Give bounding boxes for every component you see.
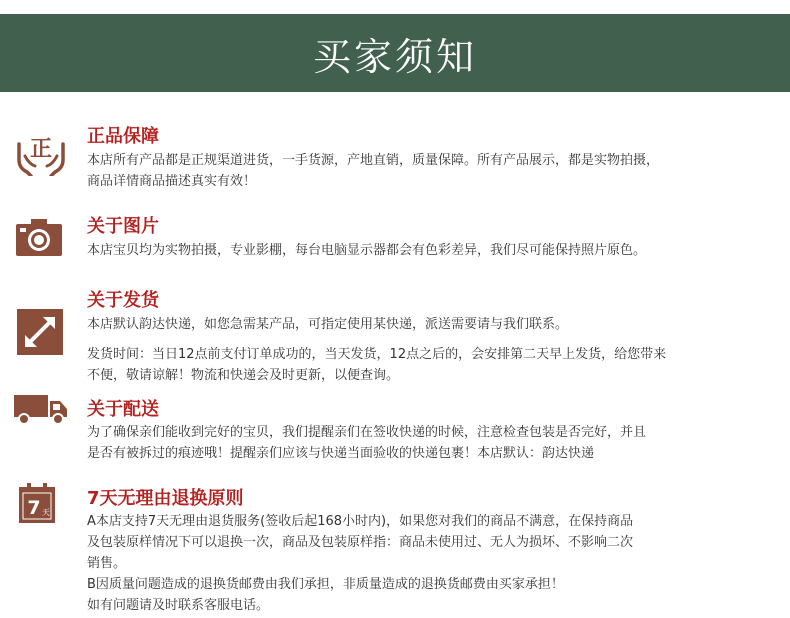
photos-title: 关于图片 xyxy=(87,216,159,237)
shipping-time-line: 发货时间：当日12点前支付订单成功的，当天发货，12点之后的，会安排第二天早上发货，给您带来 xyxy=(87,347,667,362)
returns-line: 及包装原样情况下可以退换一次，商品及包装原样指：商品未使用过、无人为损坏、不影响二次 xyxy=(87,535,634,550)
header-banner xyxy=(0,14,790,92)
section-shipping xyxy=(0,283,790,383)
returns-line: B因质量问题造成的退换货邮费由我们承担，非质量造成的退换货邮费由买家承担！ xyxy=(87,577,564,592)
section-quality xyxy=(0,118,790,198)
page-title: 买家须知 xyxy=(312,34,477,79)
returns-line: A本店支持7天无理由退货服务(签收后起168小时内)，如果您对我们的商品不满意，在保持商品 xyxy=(87,514,634,529)
section-delivery xyxy=(0,393,790,468)
returns-line: 如有问题请及时联系客服电话。 xyxy=(87,598,270,613)
quality-title: 正品保障 xyxy=(87,126,159,147)
shipping-title: 关于发货 xyxy=(87,290,159,311)
day-unit: 天 xyxy=(42,508,50,517)
section-returns xyxy=(0,483,790,613)
day-number: 7 xyxy=(27,497,41,519)
calendar-7-icon xyxy=(19,483,55,523)
shipping-time-line: 不便，敬请谅解！物流和快递会及时更新，以便查询。 xyxy=(87,368,400,383)
quality-text xyxy=(87,150,659,192)
section-photos xyxy=(0,210,790,270)
quality-line: 商品详情商品描述真实有效！ xyxy=(87,174,257,189)
camera-icon xyxy=(15,218,63,258)
delivery-text xyxy=(87,422,646,464)
photos-line: 本店宝贝均为实物拍摄，专业影棚，每台电脑显示器都会有色彩差异，我们尽可能保持照片原色。 xyxy=(87,243,647,258)
double-arrow-icon xyxy=(17,309,63,355)
shipping-time-text xyxy=(87,344,666,386)
returns-title: 7天无理由退换原则 xyxy=(87,488,244,509)
returns-text xyxy=(87,511,633,616)
delivery-title: 关于配送 xyxy=(87,399,159,420)
quality-line: 本店所有产品都是正规渠道进货，一手货源，产地直销，质量保障。所有产品展示，都是实物拍摄， xyxy=(87,153,660,168)
photos-text xyxy=(87,240,646,261)
returns-line: 销售。 xyxy=(87,556,127,571)
zheng-char: 正 xyxy=(29,137,53,162)
zheng-hands-icon xyxy=(15,130,67,176)
delivery-line: 为了确保亲们能收到完好的宝贝，我们提醒亲们在签收快递的时候，注意检查包装是否完好，并且 xyxy=(87,425,647,440)
truck-icon xyxy=(14,393,68,425)
shipping-text xyxy=(87,314,568,335)
shipping-line: 本店默认韵达快递，如您急需某产品，可指定使用某快递，派送需要请与我们联系。 xyxy=(87,317,569,332)
delivery-line: 是否有被拆过的痕迹哦！提醒亲们应该与快递当面验收的快递包裹！本店默认：韵达快递 xyxy=(87,446,595,461)
